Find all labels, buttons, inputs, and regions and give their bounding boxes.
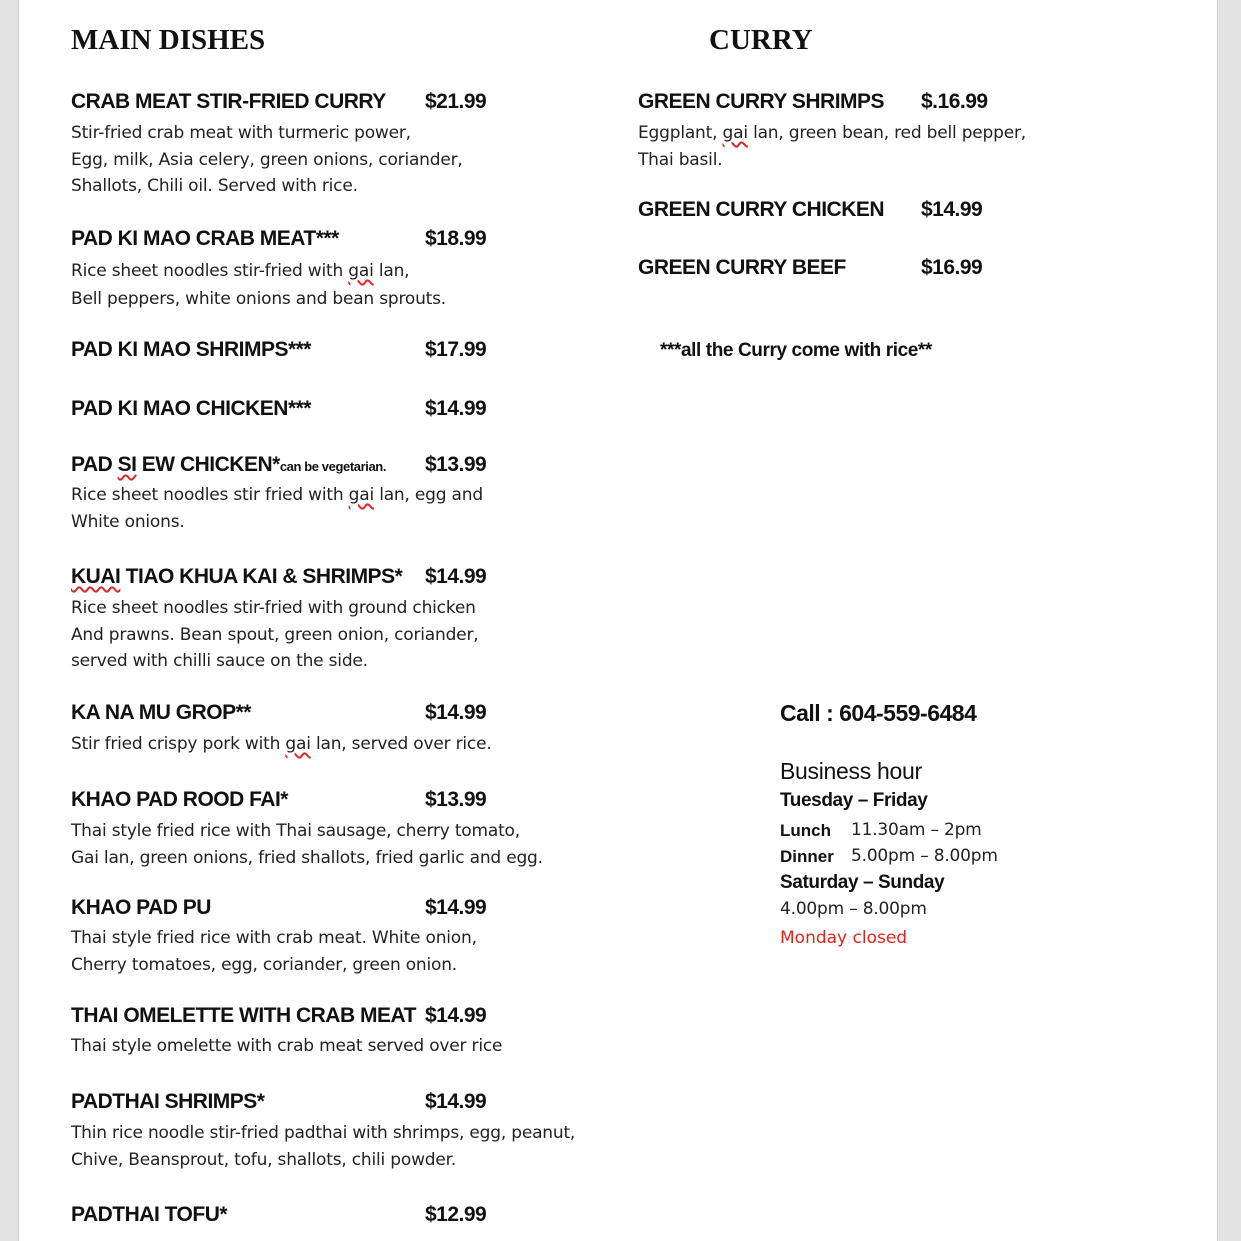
curry-price: $.16.99 bbox=[921, 90, 988, 113]
dish-price: $13.99 bbox=[425, 453, 487, 476]
dish-description bbox=[71, 595, 478, 675]
weekend-label: Saturday – Sunday bbox=[780, 872, 945, 893]
dish-price: $14.99 bbox=[425, 896, 487, 919]
curry-rice-note: ***all the Curry come with rice** bbox=[660, 340, 932, 361]
dish-price: $18.99 bbox=[425, 227, 487, 250]
dish-name bbox=[71, 453, 386, 477]
weekend-time: 4.00pm – 8.00pm bbox=[780, 899, 927, 919]
dish-price: $12.99 bbox=[425, 1203, 487, 1226]
dish-name: PAD KI MAO CHICKEN*** bbox=[71, 397, 311, 420]
dish-name: PAD KI MAO CRAB MEAT*** bbox=[71, 227, 339, 250]
desc-line: Eggplant, gai lan, green bean, red bell pepper, bbox=[638, 123, 1026, 143]
desc-line: Thin rice noodle stir-fried padthai with shrimps, egg, peanut, bbox=[71, 1123, 576, 1143]
desc-line: White onions. bbox=[71, 511, 185, 532]
lunch-time: 11.30am – 2pm bbox=[851, 820, 982, 840]
dish-description bbox=[71, 818, 543, 871]
dish-note: can be vegetarian. bbox=[279, 459, 387, 474]
menu-page bbox=[18, 0, 1218, 1241]
curry-price: $16.99 bbox=[921, 256, 983, 279]
dish-description bbox=[71, 1120, 575, 1173]
monday-closed: Monday closed bbox=[780, 928, 908, 948]
desc-line: Chive, Beansprout, tofu, shallots, chili powder. bbox=[71, 1149, 457, 1170]
desc-line: Shallots, Chili oil. Served with rice. bbox=[71, 176, 358, 196]
dish-description bbox=[71, 1033, 502, 1060]
desc-line: served with chilli sauce on the side. bbox=[71, 651, 368, 671]
main-dishes-heading: MAIN DISHES bbox=[71, 24, 266, 56]
lunch-label: Lunch bbox=[780, 821, 831, 840]
curry-heading: CURRY bbox=[709, 24, 813, 56]
dish-price: $14.99 bbox=[425, 701, 487, 724]
desc-line: Cherry tomatoes, egg, coriander, green onion. bbox=[71, 954, 458, 975]
desc-line: Bell peppers, white onions and bean sprouts. bbox=[71, 289, 446, 309]
desc-line: And prawns. Bean spout, green onion, coriander, bbox=[71, 624, 479, 645]
dish-name: KHAO PAD PU bbox=[71, 896, 211, 919]
dish-price: $14.99 bbox=[425, 397, 487, 420]
dish-description bbox=[71, 482, 483, 535]
desc-line: Thai style omelette with crab meat served over rice bbox=[71, 1036, 503, 1056]
desc-line: Gai lan, green onions, fried shallots, fried garlic and egg. bbox=[71, 847, 543, 868]
dish-description bbox=[71, 120, 463, 200]
dish-name: CRAB MEAT STIR-FRIED CURRY bbox=[71, 90, 386, 113]
dish-price: $14.99 bbox=[425, 1090, 487, 1113]
dish-name: KUAI TIAO KHUA KAI & SHRIMPS* bbox=[71, 565, 403, 588]
desc-line: Stir-fried crab meat with turmeric power, bbox=[71, 123, 411, 143]
curry-name: GREEN CURRY CHICKEN bbox=[638, 198, 885, 221]
dish-price: $21.99 bbox=[425, 90, 487, 113]
dish-name: PADTHAI TOFU* bbox=[71, 1203, 228, 1226]
desc-line: Rice sheet noodles stir-fried with ground chicken bbox=[71, 598, 476, 618]
phone-number: Call : 604-559-6484 bbox=[780, 700, 977, 726]
curry-name: GREEN CURRY BEEF bbox=[638, 256, 846, 279]
dish-name-text: PAD SI EW CHICKEN* bbox=[71, 453, 280, 476]
desc-line: Rice sheet noodles stir fried with gai lan, egg and bbox=[71, 485, 483, 505]
dish-name: THAI OMELETTE WITH CRAB MEAT bbox=[71, 1004, 416, 1027]
dinner-label: Dinner bbox=[780, 847, 834, 866]
weekday-label: Tuesday – Friday bbox=[780, 790, 928, 811]
business-hour-title: Business hour bbox=[780, 758, 922, 784]
dish-name: KHAO PAD ROOD FAI* bbox=[71, 788, 288, 811]
curry-name: GREEN CURRY SHRIMPS bbox=[638, 90, 885, 113]
desc-line: Stir fried crispy pork with gai lan, served over rice. bbox=[71, 734, 492, 754]
dish-price: $14.99 bbox=[425, 1004, 487, 1027]
desc-line: Thai basil. bbox=[638, 149, 723, 170]
curry-price: $14.99 bbox=[921, 198, 983, 221]
dish-description bbox=[71, 257, 446, 313]
desc-line: Thai style fried rice with crab meat. White onion, bbox=[71, 928, 477, 948]
desc-line: Thai style fried rice with Thai sausage, cherry tomato, bbox=[71, 821, 520, 841]
dish-name: PADTHAI SHRIMPS* bbox=[71, 1090, 265, 1113]
dish-price: $14.99 bbox=[425, 565, 487, 588]
desc-line: Egg, milk, Asia celery, green onions, coriander, bbox=[71, 149, 463, 170]
curry-description bbox=[638, 120, 1026, 173]
dish-price: $13.99 bbox=[425, 788, 487, 811]
dish-description bbox=[71, 731, 492, 758]
dish-name: KA NA MU GROP** bbox=[71, 701, 251, 724]
desc-line: Rice sheet noodles stir-fried with gai lan, bbox=[71, 261, 410, 281]
dish-price: $17.99 bbox=[425, 338, 487, 361]
dinner-time: 5.00pm – 8.00pm bbox=[851, 846, 998, 866]
dish-name: PAD KI MAO SHRIMPS*** bbox=[71, 338, 311, 361]
dish-description bbox=[71, 925, 477, 978]
